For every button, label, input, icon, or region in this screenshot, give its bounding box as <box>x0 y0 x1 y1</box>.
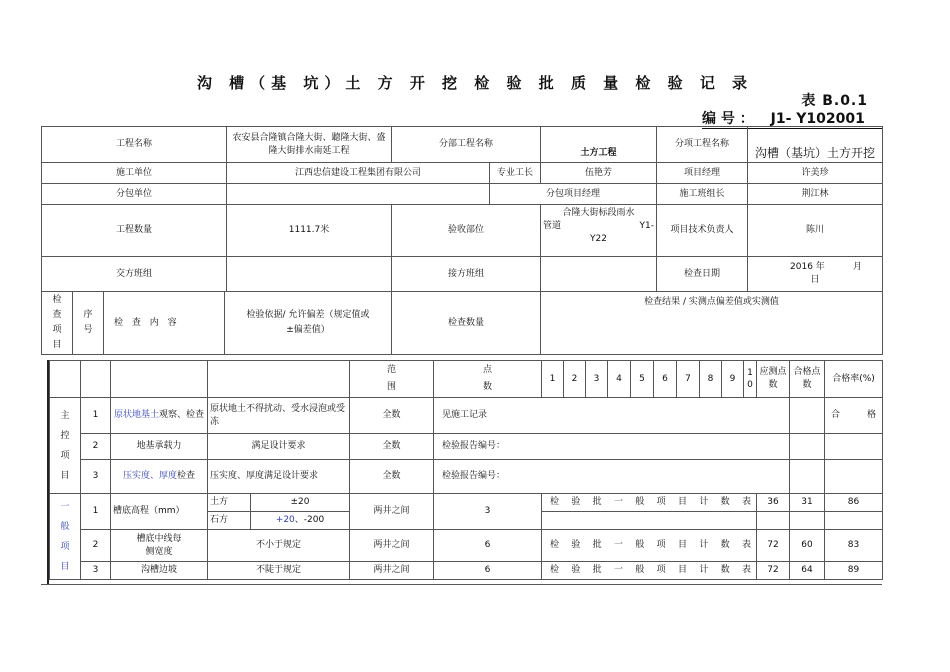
row-item <box>111 460 208 494</box>
quantity: 1111.7米 <box>227 205 392 257</box>
row-pass: 64 <box>790 562 825 580</box>
column-points-text: 点数 <box>482 365 492 392</box>
column-category <box>42 292 73 354</box>
column-n10-text: 10 <box>747 367 753 390</box>
row-sub1-label: 土方 <box>208 494 251 512</box>
subheader-row <box>50 361 883 398</box>
row-rate-empty <box>825 434 883 460</box>
row-sub2-label: 石方 <box>208 512 251 530</box>
row-quantity: 全数 <box>350 460 434 494</box>
check-date-year: 2016 年 <box>790 262 825 272</box>
column-n7: 7 <box>677 361 700 398</box>
row-sub2-value-rest: 、-200 <box>294 515 325 525</box>
row-result: 见施工记录 <box>434 398 790 434</box>
row-pass-empty <box>790 460 825 494</box>
column-basis-text: 检验依据/ 允许偏差（规定值或±偏差值） <box>246 310 370 335</box>
tech-lead: 陈川 <box>748 205 883 257</box>
header-row-project <box>42 127 883 163</box>
check-date <box>748 257 883 292</box>
row-points: 6 <box>434 562 542 580</box>
row-result: 检验批一般项目计数表 <box>542 562 757 580</box>
row-range: 两井之间 <box>350 562 434 580</box>
row-item <box>111 530 208 562</box>
sub-project-label: 分部工程名称 <box>392 127 541 163</box>
project-name-label: 工程名称 <box>42 127 227 163</box>
row-sub2-value <box>251 512 350 530</box>
column-n10 <box>744 361 757 398</box>
row-should: 36 <box>757 494 790 512</box>
row-pass-empty <box>790 512 825 530</box>
sub-pm-label: 分包项目经理 <box>490 184 657 205</box>
column-pass-points: 合格点数 <box>790 361 825 398</box>
column-pass-rate: 合格率(%) <box>825 361 883 398</box>
row-rate: 83 <box>825 530 883 562</box>
row-basis: 不陡于规定 <box>208 562 350 580</box>
column-points <box>434 361 542 398</box>
row-basis: 满足设计要求 <box>208 434 350 460</box>
row-pass: 31 <box>790 494 825 512</box>
row-rate: 89 <box>825 562 883 580</box>
tech-lead-label: 项目技术负责人 <box>657 205 748 257</box>
acceptance-part-pipe: 管道 <box>543 221 562 231</box>
row-range: 两井之间 <box>350 530 434 562</box>
row-range: 两井之间 <box>350 494 434 530</box>
header-row-quantity <box>42 205 883 257</box>
row-rate: 合 格 <box>825 398 883 434</box>
row-item-highlight: 原状地基土 <box>113 410 159 420</box>
left-border-rule <box>47 360 49 585</box>
column-quantity: 检查数量 <box>392 292 541 355</box>
receiver-label: 接方班组 <box>392 257 541 292</box>
header-row-subcontractor <box>42 184 883 205</box>
column-check-item-text: 检 查 内 容 <box>114 317 177 328</box>
document-title: 沟 槽（基 坑）土 方 开 挖 检 验 批 质 量 检 验 记 录 <box>196 74 754 92</box>
row-result-empty <box>542 512 757 530</box>
check-date-day: 日 <box>810 275 820 285</box>
acceptance-part-y1: Y1- <box>639 221 655 231</box>
quantity-label: 工程数量 <box>42 205 227 257</box>
column-range-text: 范围 <box>386 365 396 392</box>
row-quantity: 全数 <box>350 398 434 434</box>
row-sub1-value: ±20 <box>251 494 350 512</box>
team-leader: 荆江林 <box>748 184 883 205</box>
check-date-line1 <box>750 261 880 274</box>
row-basis: 原状地土不得扰动、受水浸泡或受冻 <box>208 398 350 434</box>
subcontractor-label: 分包单位 <box>42 184 227 205</box>
subheader-empty-4 <box>208 361 350 398</box>
row-item: 槽底高程（mm） <box>111 494 208 530</box>
row-should-empty <box>757 512 790 530</box>
row-item-rest: 检查 <box>177 471 196 481</box>
row-result: 检验报告编号： <box>434 460 790 494</box>
main-category-text: 主控项目 <box>60 410 70 481</box>
column-n2: 2 <box>564 361 586 398</box>
team-leader-label: 施工班组长 <box>657 184 748 205</box>
construction-unit-label: 施工单位 <box>42 163 227 184</box>
row-rate-empty <box>825 460 883 494</box>
subheader-empty-2 <box>81 361 111 398</box>
column-seq <box>73 292 104 354</box>
pm-label: 项目经理 <box>657 163 748 184</box>
row-pass: 60 <box>790 530 825 562</box>
table-row <box>50 398 883 434</box>
general-category-text: 一般项目 <box>60 501 70 572</box>
acceptance-part-line1: 合隆大街标段雨水 <box>562 208 635 218</box>
row-item-highlight: 压实度、厚度 <box>122 471 177 481</box>
table-number: 表 B.0.1 <box>801 93 868 109</box>
column-check-item <box>104 292 225 354</box>
subheader-empty-1 <box>50 361 81 398</box>
column-header-group-inner <box>42 292 391 354</box>
header-row-construction <box>42 163 883 184</box>
acceptance-part-label: 验收部位 <box>392 205 541 257</box>
handover <box>227 257 392 292</box>
row-item <box>111 398 208 434</box>
row-item-rest: 观察、检查 <box>159 410 205 420</box>
row-item: 地基承载力 <box>111 434 208 460</box>
table-row <box>50 494 883 512</box>
column-category-text: 检查项目 <box>52 295 62 350</box>
row-result: 检验批一般项目计数表 <box>542 530 757 562</box>
item-project: 沟槽（基坑）土方开挖 <box>748 127 883 163</box>
row-basis: 不小于规定 <box>208 530 350 562</box>
acceptance-part-line3: Y22 <box>590 234 607 244</box>
row-pass-empty <box>790 398 825 434</box>
column-n8: 8 <box>700 361 722 398</box>
column-n9: 9 <box>722 361 744 398</box>
foreman-label: 专业工长 <box>490 163 541 184</box>
column-results: 检查结果 / 实测点偏差值或实测值 <box>541 292 883 355</box>
table-row <box>50 562 883 580</box>
main-category <box>50 398 81 494</box>
check-date-label: 检查日期 <box>657 257 748 292</box>
row-item-text: 槽底中线每侧宽度 <box>136 533 182 557</box>
row-points: 3 <box>434 494 542 530</box>
column-n5: 5 <box>631 361 654 398</box>
row-seq: 1 <box>81 494 111 530</box>
subheader-empty-3 <box>111 361 208 398</box>
check-date-month: 月 <box>853 262 863 272</box>
row-result: 检验批一般项目计数表 <box>542 494 757 512</box>
column-seq-text: 序号 <box>83 310 93 335</box>
table-row <box>50 530 883 562</box>
record-number-value: J1- Y102001 <box>770 111 865 127</box>
row-should: 72 <box>757 562 790 580</box>
row-item: 沟槽边坡 <box>111 562 208 580</box>
column-header-row <box>42 292 883 355</box>
bottom-border-rule <box>41 584 882 585</box>
column-header-group <box>42 292 392 355</box>
table-row <box>50 460 883 494</box>
column-basis <box>225 292 391 354</box>
row-basis: 压实度、厚度满足设计要求 <box>208 460 350 494</box>
row-rate: 86 <box>825 494 883 512</box>
acceptance-part-line2 <box>543 220 654 233</box>
project-name: 农安县合隆镇合隆大街、聽隆大街、盛隆大街排水南延工程 <box>227 127 392 163</box>
column-n1: 1 <box>542 361 564 398</box>
receiver <box>541 257 657 292</box>
construction-unit: 江西忠信建设工程集团有限公司 <box>227 163 490 184</box>
row-seq: 2 <box>81 530 111 562</box>
header-table <box>41 126 883 355</box>
row-seq: 3 <box>81 460 111 494</box>
column-should-points: 应测点数 <box>757 361 790 398</box>
row-seq: 3 <box>81 562 111 580</box>
sub-project: 土方工程 <box>541 127 657 163</box>
column-n4: 4 <box>608 361 631 398</box>
column-n6: 6 <box>654 361 677 398</box>
row-result: 检验报告编号： <box>434 434 790 460</box>
row-pass-empty <box>790 434 825 460</box>
subcontractor <box>227 184 490 205</box>
item-project-label: 分项工程名称 <box>657 127 748 163</box>
row-sub2-value-highlight: +20 <box>275 515 295 525</box>
row-quantity: 全数 <box>350 434 434 460</box>
handover-label: 交方班组 <box>42 257 227 292</box>
table-row <box>50 434 883 460</box>
row-points: 6 <box>434 530 542 562</box>
general-category <box>50 494 81 580</box>
header-row-handover <box>42 257 883 292</box>
detail-table <box>49 360 883 580</box>
row-seq: 2 <box>81 434 111 460</box>
column-range <box>350 361 434 398</box>
row-rate-empty <box>825 512 883 530</box>
foreman: 伍艳芳 <box>541 163 657 184</box>
record-number-label: 编 号 ： <box>702 111 754 127</box>
acceptance-part <box>541 205 657 257</box>
row-should: 72 <box>757 530 790 562</box>
pm: 许美珍 <box>748 163 883 184</box>
column-n3: 3 <box>586 361 608 398</box>
row-seq: 1 <box>81 398 111 434</box>
